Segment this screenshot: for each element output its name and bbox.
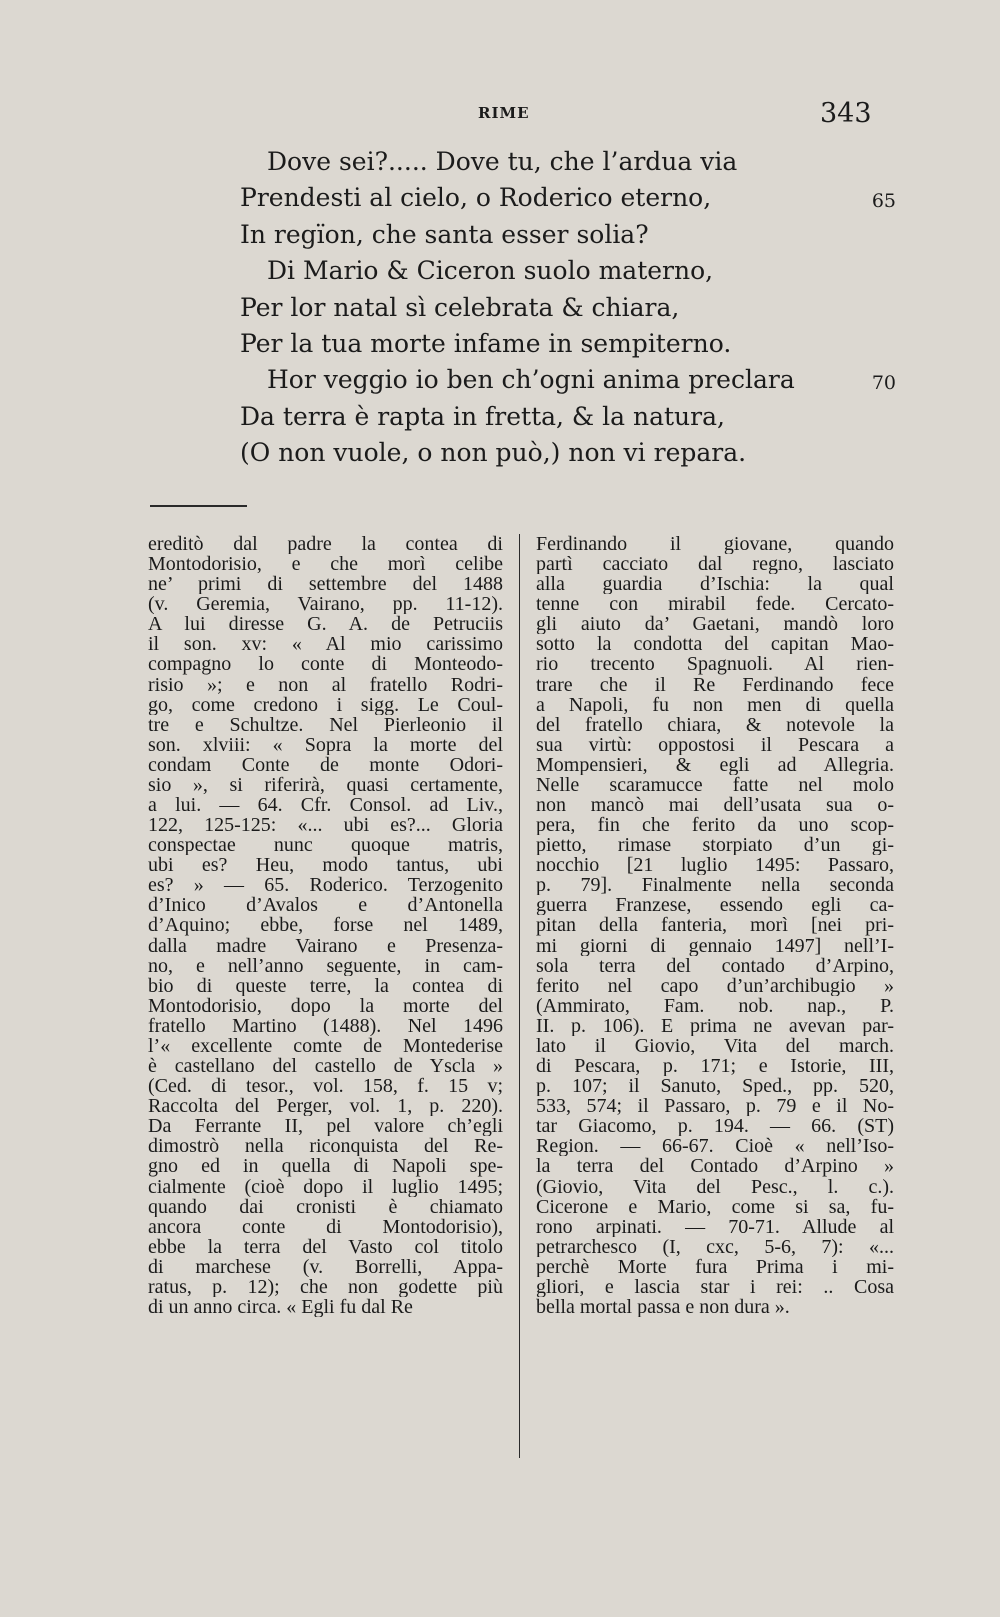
commentary-line: lato il Giovio, Vita del march. bbox=[536, 1035, 894, 1057]
commentary-line: no, e nell’anno seguente, in cam- bbox=[148, 955, 503, 976]
commentary-line: a lui. — 64. Cfr. Consol. ad Liv., bbox=[148, 795, 503, 816]
verse-line: Per la tua morte infame in sempiterno. bbox=[240, 328, 732, 358]
commentary-line: sua virtù: oppostosi il Pescara a bbox=[536, 734, 894, 755]
commentary-line: mi giorni di gennaio 1497] nell’I- bbox=[536, 935, 894, 956]
commentary-line: condam Conte de monte Odori- bbox=[148, 754, 503, 775]
verse-line: Hor veggio io ben ch’ogni anima preclara bbox=[267, 365, 795, 395]
commentary-line: ancora conte di Montodorisio), bbox=[148, 1216, 503, 1237]
commentary-line: ferito nel capo d’un’archibugio » bbox=[536, 975, 894, 996]
commentary-line: tar Giacomo, p. 194. — 66. (ST) bbox=[536, 1116, 894, 1137]
commentary-line: pitan della fanteria, morì [nei pri- bbox=[536, 915, 894, 936]
commentary-left-column bbox=[148, 534, 503, 1317]
poem-stanza bbox=[240, 144, 896, 472]
commentary-line: di un anno circa. « Egli fu dal Re bbox=[148, 1296, 413, 1318]
commentary-line: bio di queste terre, la contea di bbox=[148, 975, 503, 996]
commentary-line: Nelle scaramucce fatte nel molo bbox=[536, 774, 894, 796]
commentary-line: II. p. 106). E prima ne avevan par- bbox=[536, 1015, 894, 1036]
commentary-line: 533, 574; il Passaro, p. 79 e il No- bbox=[536, 1096, 894, 1117]
commentary-line: (Giovio, Vita del Pesc., l. c.). bbox=[536, 1176, 894, 1197]
commentary-line: 122, 125-125: «... ubi es?... Gloria bbox=[148, 815, 503, 836]
commentary-line: a Napoli, fu non men di quella bbox=[536, 694, 894, 715]
commentary-line: sola terra del contado d’Arpino, bbox=[536, 955, 894, 976]
page-number: 343 bbox=[820, 98, 872, 129]
line-number: 70 bbox=[871, 372, 896, 394]
commentary-line: pietto, rimase storpiato d’un gi- bbox=[536, 835, 894, 856]
commentary-line: partì cacciato dal regno, lasciato bbox=[536, 554, 894, 575]
commentary-line: di Pescara, p. 171; e Istorie, III, bbox=[536, 1056, 894, 1077]
commentary-line: la terra del Contado d’Arpino » bbox=[536, 1156, 894, 1177]
running-head: RIME bbox=[478, 104, 530, 122]
commentary-right-column bbox=[536, 534, 894, 1317]
commentary-line: gliori, e lascia star i rei: .. Cosa bbox=[536, 1276, 894, 1297]
commentary-line: rio trecento Spagnuoli. Al rien- bbox=[536, 654, 894, 675]
commentary-line: gli aiuto da’ Gaetani, mandò loro bbox=[536, 614, 894, 635]
commentary-line: ereditò dal padre la contea di bbox=[148, 534, 503, 555]
commentary-line: alla guardia d’Ischia: la qual bbox=[536, 574, 894, 595]
commentary-line: bella mortal passa e non dura ». bbox=[536, 1296, 790, 1318]
commentary-line: rono arpinati. — 70-71. Allude al bbox=[536, 1216, 894, 1237]
commentary-line: trare che il Re Ferdinando fece bbox=[536, 674, 894, 695]
commentary-line: petrarchesco (I, cxc, 5-6, 7): «... bbox=[536, 1236, 894, 1257]
commentary-line: ebbe la terra del Vasto col titolo bbox=[148, 1236, 503, 1257]
commentary-line: Ferdinando il giovane, quando bbox=[536, 534, 894, 555]
commentary-line: d’Inico d’Avalos e d’Antonella bbox=[148, 895, 503, 916]
commentary-line: il son. xv: « Al mio carissimo bbox=[148, 634, 503, 655]
verse-line: Da terra è rapta in fretta, & la natura, bbox=[240, 401, 725, 431]
commentary-line: quando dai cronisti è chiamato bbox=[148, 1196, 503, 1217]
commentary-line: perchè Morte fura Prima i mi- bbox=[536, 1256, 894, 1277]
commentary-line: gno ed in quella di Napoli spe- bbox=[148, 1156, 503, 1177]
commentary-line: es? » — 65. Roderico. Terzogenito bbox=[148, 875, 503, 896]
commentary-line: fratello Martino (1488). Nel 1496 bbox=[148, 1015, 503, 1036]
commentary-line: p. 79]. Finalmente nella seconda bbox=[536, 875, 894, 896]
commentary-line: ne’ primi di settembre del 1488 bbox=[148, 574, 503, 595]
commentary-line: risio »; e non al fratello Rodri- bbox=[148, 674, 503, 695]
commentary-line: sotto la condotta del capitan Mao- bbox=[536, 634, 894, 655]
commentary-line: sio », si riferirà, quasi certamente, bbox=[148, 774, 503, 796]
commentary-line: A lui diresse G. A. de Petruciis bbox=[148, 614, 503, 635]
verse-line: (O non vuole, o non può,) non vi repara. bbox=[240, 438, 747, 468]
commentary-line: Mompensieri, & egli ad Allegria. bbox=[536, 754, 894, 775]
commentary-line: tre e Schultze. Nel Pierleonio il bbox=[148, 714, 503, 735]
commentary-line: Montodorisio, dopo la morte del bbox=[148, 995, 503, 1016]
verse-line: In regïon, che santa esser solia? bbox=[240, 219, 649, 249]
column-separator-rule bbox=[519, 534, 520, 1458]
commentary-line: (Ced. di tesor., vol. 158, f. 15 v; bbox=[148, 1076, 503, 1097]
commentary-line: Raccolta del Perger, vol. 1, p. 220). bbox=[148, 1096, 503, 1117]
commentary-line: cialmente (cioè dopo il luglio 1495; bbox=[148, 1176, 503, 1197]
verse-line: Prendesti al cielo, o Roderico eterno, bbox=[240, 183, 712, 213]
commentary-line: d’Aquino; ebbe, forse nel 1489, bbox=[148, 915, 503, 936]
commentary-line: go, come credono i sigg. Le Coul- bbox=[148, 694, 503, 715]
verse-line: Di Mario & Ciceron suolo materno, bbox=[267, 256, 714, 286]
commentary-line: ratus, p. 12); che non godette più bbox=[148, 1276, 503, 1297]
commentary-line: (Ammirato, Fam. nob. nap., P. bbox=[536, 995, 894, 1016]
commentary-line: compagno lo conte di Monteodo- bbox=[148, 654, 503, 675]
commentary-line: conspectae nunc quoque matris, bbox=[148, 835, 503, 856]
commentary-line: nocchio [21 luglio 1495: Passaro, bbox=[536, 855, 894, 876]
commentary-line: Cicerone e Mario, come si sa, fu- bbox=[536, 1196, 894, 1217]
commentary-line: di marchese (v. Borrelli, Appa- bbox=[148, 1256, 503, 1277]
verse-line: Dove sei?..... Dove tu, che l’ardua via bbox=[267, 147, 738, 176]
commentary-line: non mancò mai dell’usata sua o- bbox=[536, 795, 894, 816]
commentary-line: dimostrò nella riconquista del Re- bbox=[148, 1136, 503, 1157]
commentary-line: guerra Franzese, essendo egli ca- bbox=[536, 895, 894, 916]
commentary-line: (v. Geremia, Vairano, pp. 11-12). bbox=[148, 594, 503, 615]
commentary-line: son. xlviii: « Sopra la morte del bbox=[148, 734, 503, 755]
commentary-line: dalla madre Vairano e Presenza- bbox=[148, 935, 503, 956]
footnote-divider bbox=[150, 505, 247, 507]
line-number: 65 bbox=[871, 190, 896, 212]
commentary-line: Region. — 66-67. Cioè « nell’Iso- bbox=[536, 1136, 894, 1157]
verse-line: Per lor natal sì celebrata & chiara, bbox=[240, 292, 680, 322]
commentary-line: tenne con mirabil fede. Cercato- bbox=[536, 594, 894, 615]
commentary-line: pera, fin che ferito da uno scop- bbox=[536, 815, 894, 836]
commentary-line: Da Ferrante II, pel valore ch’egli bbox=[148, 1116, 503, 1137]
commentary-line: Montodorisio, e che morì celibe bbox=[148, 554, 503, 575]
commentary-line: p. 107; il Sanuto, Sped., pp. 520, bbox=[536, 1076, 894, 1097]
commentary-line: è castellano del castello de Yscla » bbox=[148, 1056, 503, 1077]
commentary-line: del fratello chiara, & notevole la bbox=[536, 714, 894, 735]
commentary-line: ubi es? Heu, modo tantus, ubi bbox=[148, 855, 503, 876]
commentary-line: l’« excellente comte de Montederise bbox=[148, 1035, 503, 1057]
